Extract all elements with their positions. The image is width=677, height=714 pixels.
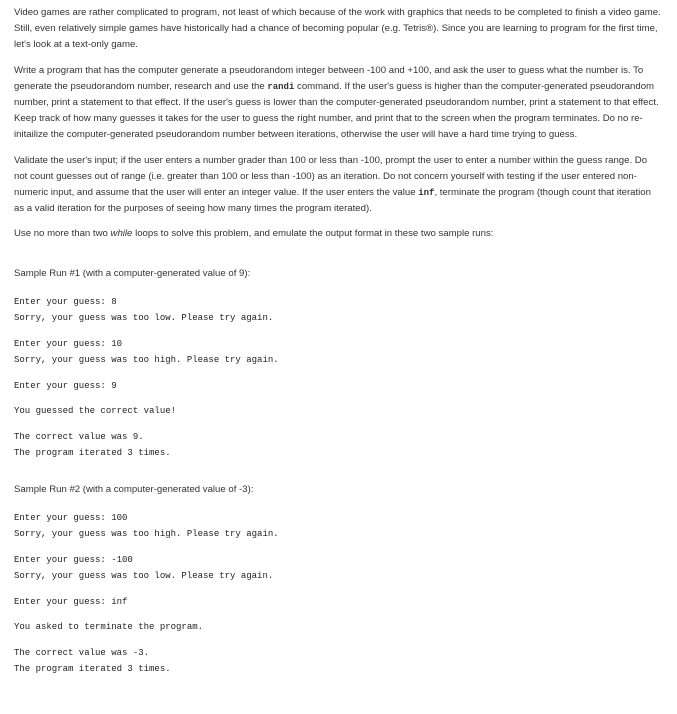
output-line: You guessed the correct value! — [14, 406, 177, 417]
randi-code: randi — [267, 81, 295, 92]
output-line: The program iterated 3 times. — [14, 664, 171, 675]
validation-text-b: , terminate the program (though count that iteration as a valid iteration for the purposes of seeing how many times the program iterated). — [14, 187, 651, 215]
validation-text-a: Validate the user's input; if the user enters a number grader than 100 or less than -100, prompt the user to enter a number within the guess range. Do not count guesses out of range (i.e. greater than 100 or less than -100) as an iteration. Do not concern yourself with testing if the user entered non-numeric input, and assume that the user will enter an integer value. If the user enters the value — [14, 154, 648, 199]
output-line: Sorry, your guess was too high. Please try again. — [14, 529, 279, 540]
sample-run-1-title: Sample Run #1 (with a computer-generated value of 9): — [14, 267, 251, 279]
output-line: Sorry, your guess was too high. Please try again. — [14, 355, 279, 366]
output-line: Enter your guess: 10 — [14, 338, 123, 349]
sample-run-2-title: Sample Run #2 (with a computer-generated value of -3): — [14, 483, 254, 495]
validation-paragraph — [14, 153, 663, 218]
output-gap — [14, 610, 663, 619]
output-line: Enter your guess: 8 — [14, 296, 117, 307]
output-line: Sorry, your guess was too low. Please try again. — [14, 571, 274, 582]
requirements-text-a: Write a program that has the computer generate a pseudorandom integer between -100 and +100, and ask the user to guess what the number is. To generate the pseudorandom number, research and use the — [14, 64, 644, 92]
requirements-text-b: command. If the user's guess is higher than the computer-generated pseudorandom number, print a statement to that effect. If the user's guess is lower than the computer-generated pseudorandom number, print a statement to that effect. Keep track of how many guesses it takes for the user to guess the right number, and print that to the screen when the program terminates. Do no re-initailize the computer-generated pseudorandom number between iterations, otherwise the user will have a hard time trying to guess. — [14, 80, 659, 141]
loops-paragraph — [14, 226, 663, 242]
output-gap — [14, 585, 663, 594]
loops-text-a: Use no more than two — [14, 228, 111, 240]
loops-text-b: loops to solve this problem, and emulate the output format in these two sample runs: — [132, 228, 494, 240]
output-line: Enter your guess: 100 — [14, 512, 128, 523]
output-gap — [14, 327, 663, 336]
output-line: You asked to terminate the program. — [14, 622, 204, 633]
output-gap — [14, 543, 663, 552]
output-gap — [14, 420, 663, 429]
requirements-paragraph — [14, 63, 663, 144]
output-line: The correct value was 9. — [14, 431, 144, 442]
output-line: The program iterated 3 times. — [14, 448, 171, 459]
output-line: Enter your guess: -100 — [14, 554, 133, 565]
sample-run-2-output — [14, 510, 663, 678]
inf-code: inf — [418, 188, 435, 199]
output-gap — [14, 394, 663, 403]
intro-paragraph: Video games are rather complicated to program, not least of which because of the work with graphics that needs to be completed to finish a video game. Still, even relatively simple games have historically had a chance of becoming popular (e.g. Tetris®). Since you are learning to program for the first time, let's look at a text-only game. — [14, 7, 661, 51]
output-gap — [14, 636, 663, 645]
output-line: The correct value was -3. — [14, 647, 150, 658]
output-line: Enter your guess: 9 — [14, 380, 117, 391]
output-line: Enter your guess: inf — [14, 596, 128, 607]
output-line: Sorry, your guess was too low. Please try again. — [14, 313, 274, 324]
output-gap — [14, 369, 663, 378]
sample-run-1-output — [14, 294, 663, 462]
while-keyword: while — [110, 228, 133, 240]
